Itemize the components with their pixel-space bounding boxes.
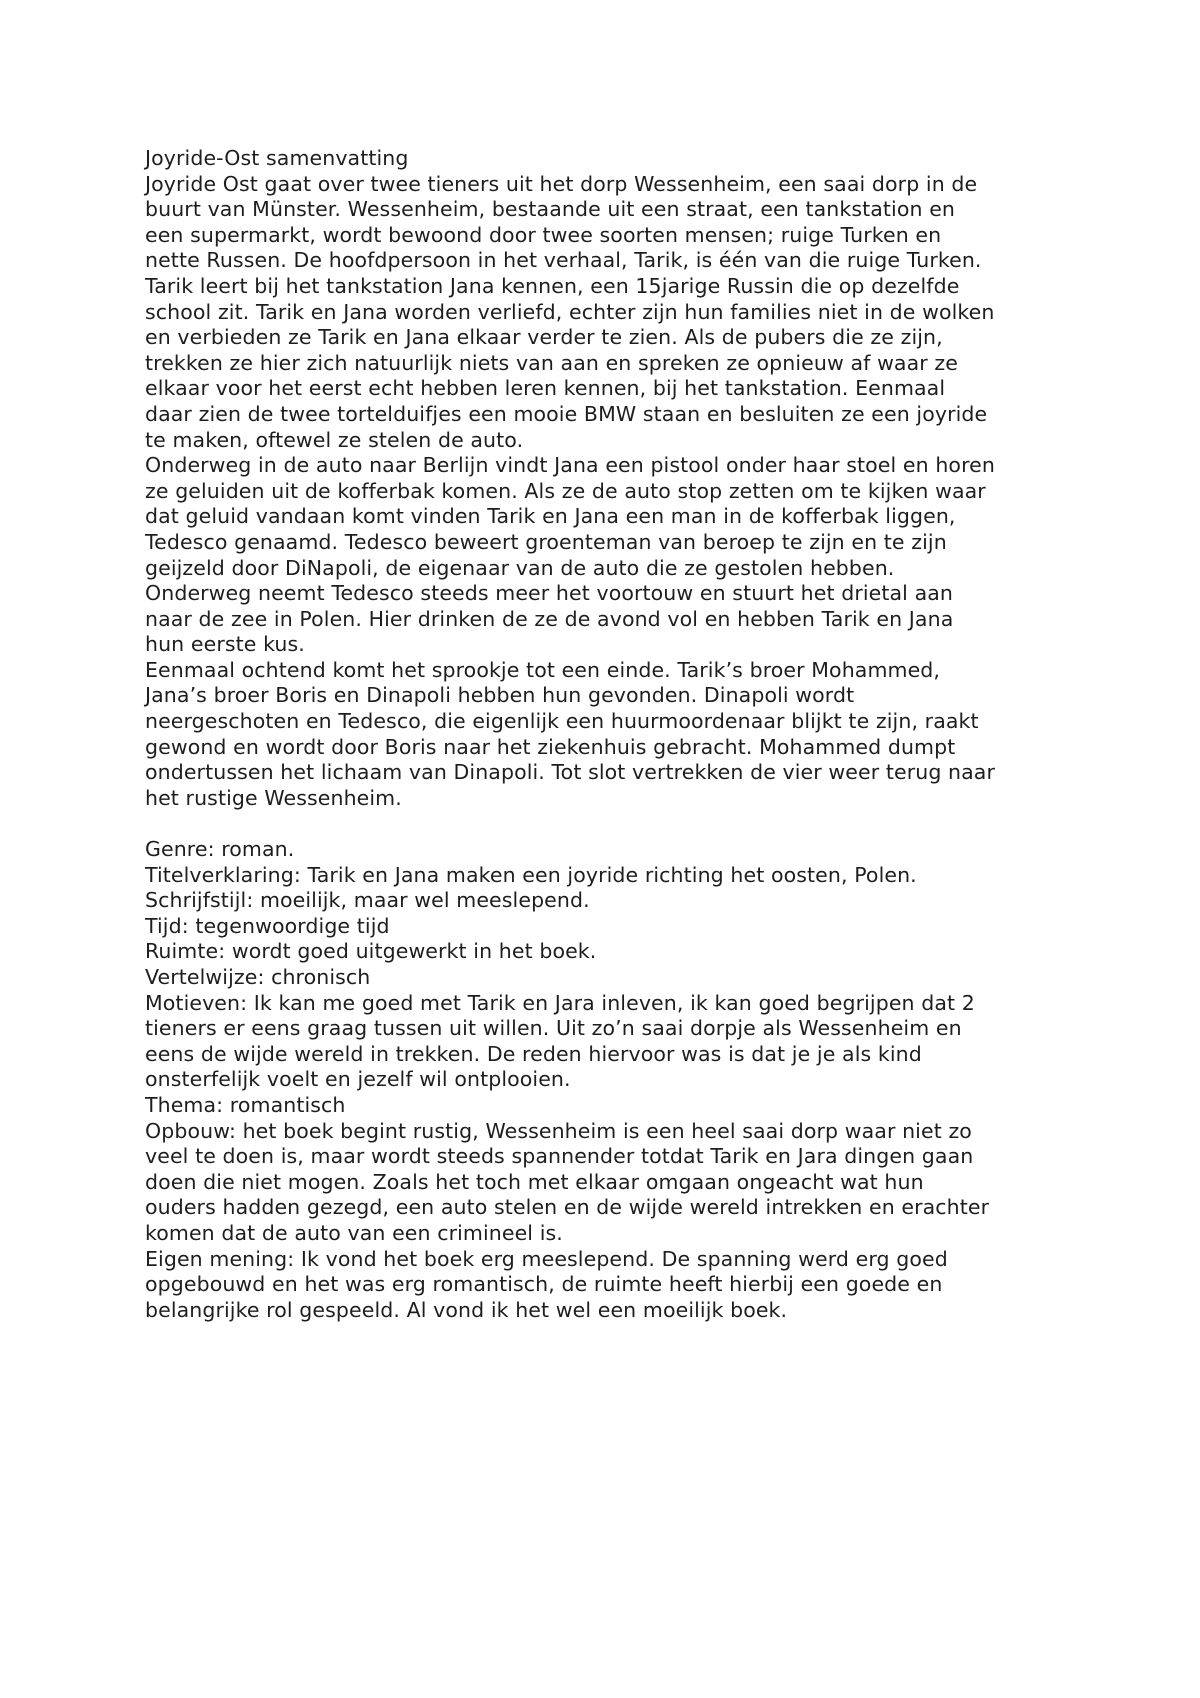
analysis-opbouw	[145, 1119, 1075, 1247]
text-line: eens de wijde wereld in trekken. De reden hiervoor was is dat je je als kind	[145, 1041, 922, 1066]
text-line: buurt van Münster. Wessenheim, bestaande uit een straat, een tankstation en	[145, 197, 956, 222]
text-line: Motieven: Ik kan me goed met Tarik en Jara inleven, ik kan goed begrijpen dat 2	[145, 990, 975, 1015]
analysis-motieven	[145, 991, 1075, 1093]
text-line: Thema: romantisch	[145, 1092, 346, 1117]
text-line: komen dat de auto van een crimineel is.	[145, 1220, 563, 1245]
analysis-titelverklaring	[145, 863, 1075, 889]
text-line: tieners er eens graag tussen uit willen. Uit zo’n saai dorpje als Wessenheim en	[145, 1016, 962, 1041]
text-line: Genre: roman.	[145, 837, 295, 862]
text-line: gewond en wordt door Boris naar het ziekenhuis gebracht. Mohammed dumpt	[145, 734, 956, 759]
text-line: elkaar voor het eerst echt hebben leren kennen, bij het tankstation. Eenmaal	[145, 376, 946, 401]
text-line: neergeschoten en Tedesco, die eigenlijk een huurmoordenaar blijkt te zijn, raakt	[145, 709, 979, 734]
text-line: geijzeld door DiNapoli, de eigenaar van de auto die ze gestolen hebben.	[145, 555, 895, 580]
text-line: Tijd: tegenwoordige tijd	[145, 913, 390, 938]
analysis-schrijfstijl	[145, 888, 1075, 914]
text-line: Schrijfstijl: moeilijk, maar wel meeslepend.	[145, 888, 590, 913]
analysis-vertelwijze	[145, 965, 1075, 991]
text-line: Eenmaal ochtend komt het sprookje tot een einde. Tarik’s broer Mohammed,	[145, 657, 941, 682]
summary-paragraph-2	[145, 453, 1075, 658]
text-line: nette Russen. De hoofdpersoon in het verhaal, Tarik, is één van die ruige Turken.	[145, 248, 982, 273]
text-line: en verbieden ze Tarik en Jana elkaar verder te zien. Als de pubers die ze zijn,	[145, 325, 943, 350]
text-line: Opbouw: het boek begint rustig, Wessenheim is een heel saai dorp waar niet zo	[145, 1118, 972, 1143]
text-line: daar zien de twee tortelduifjes een mooie BMW staan en besluiten ze een joyride	[145, 401, 988, 426]
text-line: onsterfelijk voelt en jezelf wil ontplooien.	[145, 1067, 571, 1092]
document-title: Joyride-Ost samenvatting	[145, 146, 409, 170]
text-line: Titelverklaring: Tarik en Jana maken een joyride richting het oosten, Polen.	[145, 862, 917, 887]
analysis-eigen-mening	[145, 1247, 1075, 1324]
text-line: te maken, oftewel ze stelen de auto.	[145, 427, 524, 452]
summary-paragraph-3	[145, 658, 1075, 812]
text-line: Eigen mening: Ik vond het boek erg meeslepend. De spanning werd erg goed	[145, 1246, 948, 1271]
text-line: veel te doen is, maar wordt steeds spannender totdat Tarik en Jara dingen gaan	[145, 1144, 974, 1169]
text-line: ondertussen het lichaam van Dinapoli. Tot slot vertrekken de vier weer terug naar	[145, 760, 995, 785]
text-line: trekken ze hier zich natuurlijk niets van aan en spreken ze opnieuw af waar ze	[145, 350, 958, 375]
text-line: hun eerste kus.	[145, 632, 305, 657]
text-line: Vertelwijze: chronisch	[145, 965, 371, 989]
text-line: opgebouwd en het was erg romantisch, de ruimte heeft hierbij een goede en	[145, 1272, 943, 1297]
text-line: Jana’s broer Boris en Dinapoli hebben hun gevonden. Dinapoli wordt	[145, 683, 855, 708]
text-line: ouders hadden gezegd, een auto stelen en de wijde wereld intrekken en erachter	[145, 1195, 990, 1220]
text-line: Tedesco genaamd. Tedesco beweert groenteman van beroep te zijn en te zijn	[145, 529, 947, 554]
analysis-thema	[145, 1093, 1075, 1119]
text-line: dat geluid vandaan komt vinden Tarik en Jana een man in de kofferbak liggen,	[145, 504, 956, 529]
text-line: school zit. Tarik en Jana worden verliefd, echter zijn hun families niet in de wolken	[145, 299, 995, 324]
text-line: Tarik leert bij het tankstation Jana kennen, een 15jarige Russin die op dezelfde	[145, 273, 960, 298]
text-line: naar de zee in Polen. Hier drinken de ze de avond vol en hebben Tarik en Jana	[145, 606, 954, 631]
text-line: Ruimte: wordt goed uitgewerkt in het boek.	[145, 939, 597, 964]
text-line: het rustige Wessenheim.	[145, 785, 402, 810]
text-line: Joyride Ost gaat over twee tieners uit het dorp Wessenheim, een saai dorp in de	[145, 171, 978, 196]
text-line: doen die niet mogen. Zoals het toch met elkaar omgaan ongeacht wat hun	[145, 1169, 924, 1194]
document-page	[145, 146, 1075, 1323]
summary-paragraph-1	[145, 172, 1075, 454]
blank-line	[145, 811, 1075, 837]
analysis-ruimte	[145, 939, 1075, 965]
text-line: Onderweg neemt Tedesco steeds meer het voortouw en stuurt het drietal aan	[145, 581, 954, 606]
analysis-tijd	[145, 914, 1075, 940]
text-line: ze geluiden uit de kofferbak komen. Als ze de auto stop zetten om te kijken waar	[145, 478, 986, 503]
analysis-genre	[145, 837, 1075, 863]
text-line: Onderweg in de auto naar Berlijn vindt Jana een pistool onder haar stoel en horen	[145, 453, 995, 478]
text-line: een supermarkt, wordt bewoond door twee soorten mensen; ruige Turken en	[145, 222, 942, 247]
text-line: belangrijke rol gespeeld. Al vond ik het wel een moeilijk boek.	[145, 1297, 788, 1322]
